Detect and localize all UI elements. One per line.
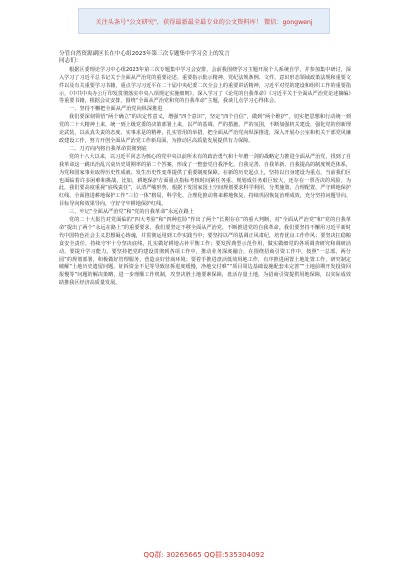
section-heading-1: 一、坚持不懈把全面从严治党向纵深推进 (69, 106, 163, 113)
intro-paragraph: 根据区委理论学习中心组2023年第三次专题集中学习会安排，会前我围绕学习主题开展个人系统自学，并参加集中研讨，深入学习了习近平总书记关于全面从严治党的重要论述、重要指示批示精神、党纪法规条例、文件、意识形态领域政策法规和重要文件以及有关重要学习书籍，重点学习习近平在二十届中央纪委二次全会上的重要讲话精神，习近平对党的建设和组织工作的重要指示，《中共中央办公厅印发贯彻落实中央八项规定实施细则》，深入学习了《论党的自我革命》《习近平关于全面从严治党论述摘编》等重要书籍，根据会议安排，围绕“全面从严治党和党的自我革命”主题，我谈几点学习心得体会。 (59, 66, 351, 105)
banner-text: 关注头条号"公文研究"，获得最新最全最专业的公文资料库！ 微信：gongwenj (95, 18, 313, 26)
document-title: 分管自然资源副区长在中心组2023年第三次专题集中学习会上的发言 (59, 51, 230, 57)
section-body-3: 党的二十大报告对党面临的“四大考验”和“四种危险”作出了两个“长期存在”的重大判断，对“全面从严治党”和“党的自我革命”提出了两个“永远在路上”的重要要求，我们要坚定不移全面从严治党，不断推进党的自我革命。我们要坚持不懈用习近平新时代中国特色社会主义思想凝心铸魂，并贯彻运用到工作实践当中；要坚持以严的基调正风肃纪，培育优良工作作风；要坚决扛稳粮食安全责任，持续守牢十分坚决底线，扎实做好耕地占补平衡工作；要发挥典型示范作用，做实做细党的各项调查研究和调研活动，要提升学习能力。要坚持把党的建设贯彻到各项工作中，推动业务深度融合，在围绕招商引资工作中，按照“一总部、两分园”的规划部署，积极做好管理服务，营造良好营商环境；要着手推进盘活低效用地工作，有序推进闲置土地处置工作，研究制定破解“土地历史遗留问题、征拆资金不足等导致征拆进度缓慢，净地交付难”“项目周边基础设施配套未完善”“土地前期开发投资回报慢等”问题的解决策略，进一步理顺工作机制，攻坚决胜土地要素保障，盘活存量土地，为招商引资提供用地保障，以实际成效助推我区经济高质量发展。 (59, 217, 351, 287)
section-body-2: 党的十八大以来，以习近平同志为核心的党中央以前所未有的政治勇气和十年磨一剑的战略定力推进全面从严治党，找到了自我革命这一跳出治乱兴衰历史周期率的第二个答案，形成了一整套党自我净化、自我完善、自我革新、自我提高的制度规范体系，为党和国家事业取得历史性成就、发生历史性变革提供了重要制度保障。在新的历史起点上，坚持以自身建设为重点，当前我们区也面临着许多困难和挑战，比如，耕地保护方面重点指标考核时间紧任务重、规划成任务艰巨较大，还存在一票否决的风险。为此，我们要高度重视“底线责任”，认清严峻形势，根据下发国家国土空间规划要求科学利用，分类施策，合理配置，严守耕地保护红线，全面推进耕地保护工作“三位一体”格局，科学化、合理化推动将来耕地恢复，持续巩固恢复治理成效，充分坚持问题导向、目标导向和效果导向，守好守牢耕地保护红线。 (59, 153, 351, 208)
document-body (59, 51, 351, 288)
top-banner (78, 8, 330, 34)
section-heading-2: 二、刀刃向内将自我革命贯彻到底 (69, 145, 147, 152)
section-heading-3: 三、牢记“全面从严治党”和“党的自我革命”永远在路上 (69, 209, 194, 216)
footer-contact: QQ群: 30265665 QQ群:535304092 (143, 551, 265, 559)
section-body-1: 我们要深刻领悟“两个确立”的决定性意义，增强“四个意识”，坚定“四个自信”，做到“两个维护”，切实把思想和行动统一到党的二十大精神上来，统一到上级党委的决策部署上来，以严的基调、严的措施、严的氛围，不断加强机关建设，强化党的创新理论武装，以从真失责的态度、实事求是的精神，扎实管用的举措，把全面从严治党向纵深推进，深入开展办公室和机关干部党风廉政建设工作，努力开创全面从严治党工作新局面，为推动区高质量发展提供有力保障。 (59, 114, 351, 144)
greeting: 同志们： (59, 58, 82, 65)
